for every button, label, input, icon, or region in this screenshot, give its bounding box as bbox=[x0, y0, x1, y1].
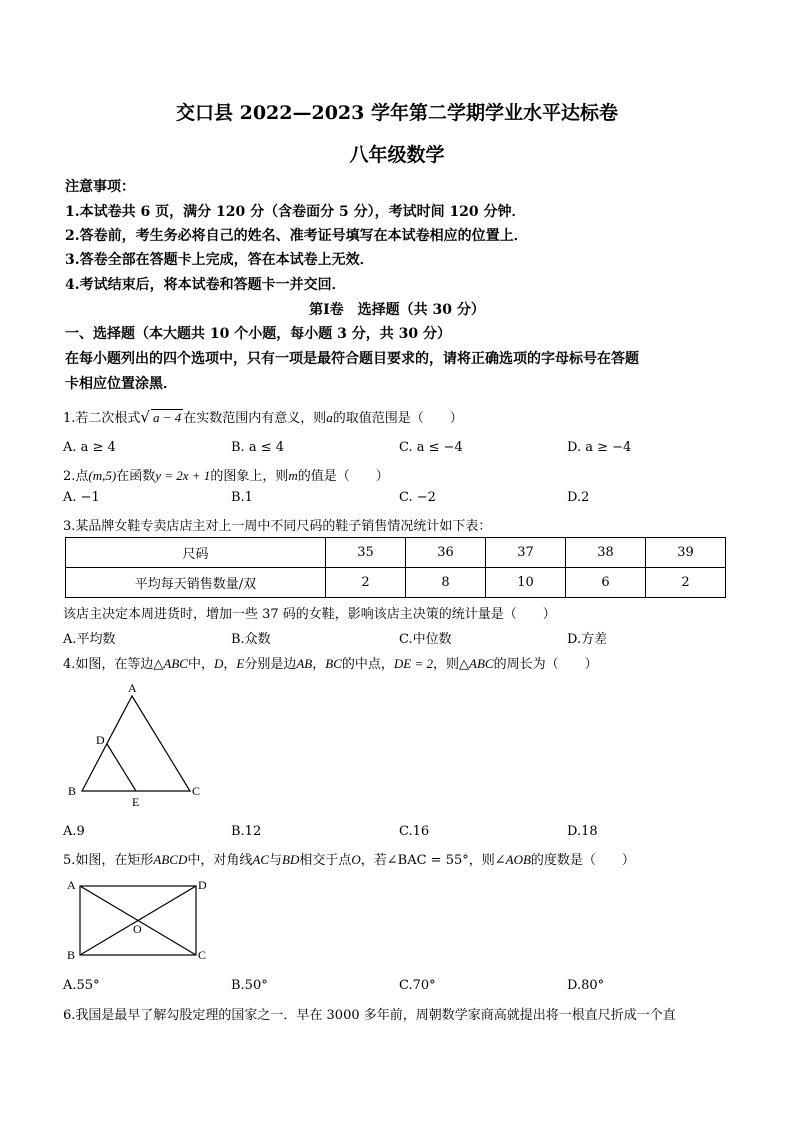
label-d: D bbox=[198, 878, 207, 892]
note-item-4: 4.考试结束后，将本试卷和答题卡一并交回． bbox=[65, 277, 346, 293]
q1-option-b[interactable]: B. a ≤ 4 bbox=[231, 440, 284, 455]
equilateral-triangle-figure bbox=[60, 678, 220, 810]
q4-option-a[interactable]: A.9 bbox=[63, 824, 85, 839]
question-5-stem: 5.如图，在矩形ABCD中，对角线AC与BD相交于点O，若∠BAC = 55°，则∠AOB的度数是（ ） bbox=[63, 852, 635, 868]
q5-option-a[interactable]: A.55° bbox=[63, 978, 100, 993]
q1-option-c[interactable]: C. a ≤ −4 bbox=[399, 440, 463, 455]
question-1-stem: 1.若二次根式√ a − 4 在实数范围内有意义，则a的取值范围是（ ） bbox=[63, 408, 463, 426]
q3-option-d[interactable]: D.方差 bbox=[567, 632, 608, 647]
table-cell: 36 bbox=[406, 538, 486, 568]
table-cell: 6 bbox=[566, 568, 646, 598]
q4-option-d[interactable]: D.18 bbox=[567, 824, 598, 839]
q5-option-d[interactable]: D.80° bbox=[567, 978, 605, 993]
q3-option-a[interactable]: A.平均数 bbox=[63, 632, 116, 647]
label-a: A bbox=[128, 681, 137, 695]
instruction-line-2: 卡相应位置涂黑． bbox=[65, 376, 177, 392]
note-item-3: 3.答卷全部在答题卡上完成，答在本试卷上无效． bbox=[65, 252, 374, 268]
label-c: C bbox=[192, 784, 201, 798]
exam-subtitle: 八年级数学 bbox=[349, 144, 445, 166]
notes-heading: 注意事项： bbox=[65, 179, 135, 195]
q2-option-b[interactable]: B.1 bbox=[231, 490, 253, 505]
q1-option-d[interactable]: D. a ≥ −4 bbox=[567, 440, 632, 455]
q1-option-a[interactable]: A. a ≥ 4 bbox=[63, 440, 116, 455]
table-cell: 8 bbox=[406, 568, 486, 598]
label-e: E bbox=[132, 795, 140, 809]
label-c: C bbox=[198, 948, 207, 962]
q5-option-b[interactable]: B.50° bbox=[231, 978, 268, 993]
table-cell: 2 bbox=[646, 568, 726, 598]
table-cell: 2 bbox=[326, 568, 406, 598]
table-header-cell: 平均每天销售数量/双 bbox=[66, 568, 326, 598]
rectangle-figure bbox=[60, 874, 220, 966]
q2-option-a[interactable]: A. −1 bbox=[63, 490, 100, 505]
question-2-stem: 2.点(m,5)在函数y = 2x + 1的图象上，则m的值是（ ） bbox=[63, 468, 389, 484]
label-b: B bbox=[68, 784, 77, 798]
label-a: A bbox=[67, 878, 76, 892]
note-item-2: 2.答卷前，考生务必将自己的姓名、准考证号填写在本试卷相应的位置上． bbox=[65, 228, 528, 244]
label-d: D bbox=[96, 733, 105, 747]
q3-option-b[interactable]: B.众数 bbox=[231, 632, 271, 647]
table-cell: 37 bbox=[486, 538, 566, 568]
label-o: O bbox=[133, 922, 142, 936]
question-3-followup: 该店主决定本周进货时，增加一些 37 码的女鞋，影响该店主决策的统计量是（ ） bbox=[63, 607, 556, 622]
question-6-stem: 6.我国是最早了解勾股定理的国家之一．早在 3000 多年前，周朝数学家商高就提出将一根直尺折成一个直 bbox=[63, 1008, 676, 1023]
q4-option-c[interactable]: C.16 bbox=[399, 824, 430, 839]
table-header-cell: 尺码 bbox=[66, 538, 326, 568]
label-b: B bbox=[67, 948, 76, 962]
q4-option-b[interactable]: B.12 bbox=[231, 824, 262, 839]
table-cell: 39 bbox=[646, 538, 726, 568]
q5-option-c[interactable]: C.70° bbox=[399, 978, 436, 993]
question-4-stem: 4.如图，在等边△ABC中，D，E分别是边AB，BC的中点，DE = 2，则△ABC的周长为（ ） bbox=[63, 656, 598, 672]
table-cell: 35 bbox=[326, 538, 406, 568]
q3-option-c[interactable]: C.中位数 bbox=[399, 632, 452, 647]
q2-option-d[interactable]: D.2 bbox=[567, 490, 590, 505]
table-cell: 10 bbox=[486, 568, 566, 598]
instruction-line-1: 在每小题列出的四个选项中，只有一项是最符合题目要求的，请将正确选项的字母标号在答题 bbox=[65, 351, 639, 367]
q2-option-c[interactable]: C. −2 bbox=[399, 490, 436, 505]
table-row bbox=[66, 568, 726, 598]
table-row bbox=[66, 538, 726, 568]
note-item-1: 1.本试卷共 6 页，满分 120 分（含卷面分 5 分），考试时间 120 分钟． bbox=[65, 204, 526, 220]
exam-title: 交口县 2022—2023 学年第二学期学业水平达标卷 bbox=[176, 102, 618, 124]
section-title: 第Ⅰ卷 选择题（共 30 分） bbox=[309, 302, 485, 318]
part-title: 一、选择题（本大题共 10 个小题，每小题 3 分，共 30 分） bbox=[65, 326, 451, 342]
shoe-size-table bbox=[65, 537, 726, 598]
segment-de bbox=[107, 744, 136, 791]
question-1-radicand: a − 4 bbox=[152, 410, 182, 425]
table-cell: 38 bbox=[566, 538, 646, 568]
question-3-stem: 3.某品牌女鞋专卖店店主对上一周中不同尺码的鞋子销售情况统计如下表： bbox=[63, 519, 492, 534]
